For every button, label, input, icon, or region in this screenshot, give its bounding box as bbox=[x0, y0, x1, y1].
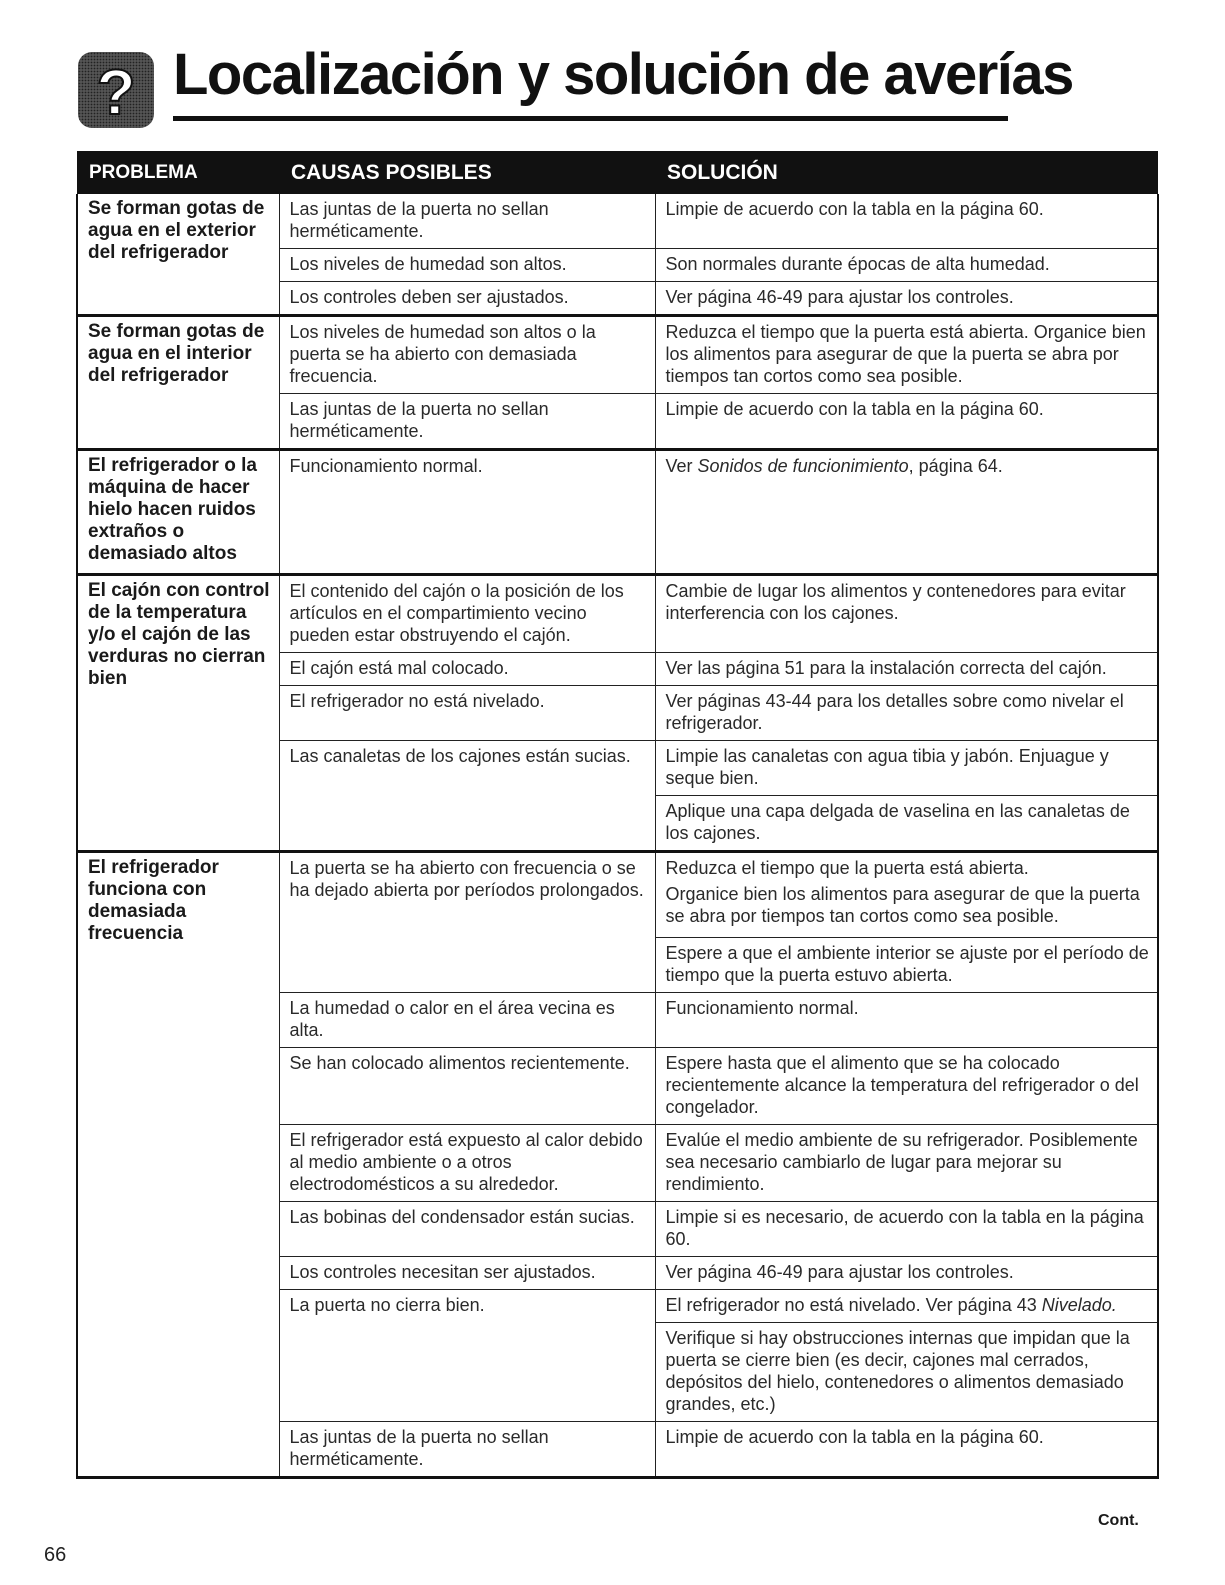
solution-cell: Limpie de acuerdo con la tabla en la página 60. bbox=[655, 194, 1158, 249]
solution-text: , página 64. bbox=[908, 456, 1003, 476]
table-header-row bbox=[77, 151, 1158, 194]
cause-cell: El refrigerador no está nivelado. bbox=[279, 686, 655, 741]
table-row bbox=[77, 450, 1158, 575]
solution-text: Organice bien los alimentos para asegurar de que la puerta se abra por tiempos tan cortos como sea posible. bbox=[665, 884, 1140, 926]
page-header bbox=[78, 42, 1073, 128]
solution-text: El refrigerador no está nivelado. Ver página 43 bbox=[665, 1295, 1042, 1315]
solution-text: Ver bbox=[665, 456, 698, 476]
page-number: 66 bbox=[44, 1544, 67, 1566]
solution-cell: Ver las página 51 para la instalación correcta del cajón. bbox=[655, 653, 1158, 686]
cause-cell: Las juntas de la puerta no sellan herméticamente. bbox=[279, 394, 655, 450]
solution-reference: Nivelado. bbox=[1041, 1295, 1117, 1315]
solution-cell: Ver página 46-49 para ajustar los controles. bbox=[655, 1257, 1158, 1290]
solution-cell bbox=[655, 852, 1158, 938]
continued-label: Cont. bbox=[1098, 1512, 1139, 1529]
solution-cell: Cambie de lugar los alimentos y contenedores para evitar interferencia con los cajones. bbox=[655, 575, 1158, 653]
problem-cell: El refrigerador o la máquina de hacer hielo hacen ruidos extraños o demasiado altos bbox=[77, 450, 279, 575]
solution-cell: Limpie de acuerdo con la tabla en la página 60. bbox=[655, 394, 1158, 450]
solution-cell: Limpie si es necesario, de acuerdo con la tabla en la página 60. bbox=[655, 1202, 1158, 1257]
cause-cell: Funcionamiento normal. bbox=[279, 450, 655, 575]
solution-text: Reduzca el tiempo que la puerta está abierta. bbox=[665, 858, 1029, 878]
cause-cell: El cajón está mal colocado. bbox=[279, 653, 655, 686]
cause-cell: Los niveles de humedad son altos. bbox=[279, 249, 655, 282]
problem-cell: El refrigerador funciona con demasiada frecuencia bbox=[77, 852, 279, 1478]
problem-cell: El cajón con control de la temperatura y/o el cajón de las verduras no cierran bien bbox=[77, 575, 279, 852]
cause-cell: La puerta no cierra bien. bbox=[279, 1290, 655, 1422]
solution-reference: Sonidos de funcionimiento bbox=[697, 456, 909, 476]
cause-cell: Las canaletas de los cajones están sucias. bbox=[279, 741, 655, 852]
solution-cell: Aplique una capa delgada de vaselina en las canaletas de los cajones. bbox=[655, 796, 1158, 852]
solution-cell: Limpie de acuerdo con la tabla en la página 60. bbox=[655, 1422, 1158, 1478]
title-underline bbox=[173, 116, 1008, 121]
solution-cell: Ver páginas 43-44 para los detalles sobre como nivelar el refrigerador. bbox=[655, 686, 1158, 741]
cause-cell: Las juntas de la puerta no sellan herméticamente. bbox=[279, 194, 655, 249]
solution-cell: Son normales durante épocas de alta humedad. bbox=[655, 249, 1158, 282]
page-title: Localización y solución de averías bbox=[173, 42, 1073, 107]
solution-cell: Limpie las canaletas con agua tibia y jabón. Enjuague y seque bien. bbox=[655, 741, 1158, 796]
problem-cell: Se forman gotas de agua en el interior del refrigerador bbox=[77, 316, 279, 450]
column-header-solucion: SOLUCIÓN bbox=[655, 151, 1158, 194]
solution-cell: Espere hasta que el alimento que se ha colocado recientemente alcance la temperatura del refrigerador o del congelador. bbox=[655, 1048, 1158, 1125]
table-row bbox=[77, 575, 1158, 653]
cause-cell: Las juntas de la puerta no sellan herméticamente. bbox=[279, 1422, 655, 1478]
table-row bbox=[77, 316, 1158, 394]
solution-cell: Evalúe el medio ambiente de su refrigerador. Posiblemente sea necesario cambiarlo de lugar para mejorar su rendimiento. bbox=[655, 1125, 1158, 1202]
problem-cell: Se forman gotas de agua en el exterior del refrigerador bbox=[77, 194, 279, 316]
cause-cell: Los niveles de humedad son altos o la puerta se ha abierto con demasiada frecuencia. bbox=[279, 316, 655, 394]
solution-cell: Reduzca el tiempo que la puerta está abierta. Organice bien los alimentos para asegurar de que la puerta se abra por tiempos tan cortos como sea posible. bbox=[655, 316, 1158, 394]
svg-text:?: ? bbox=[96, 56, 136, 128]
column-header-problema: PROBLEMA bbox=[77, 151, 279, 194]
solution-cell: Espere a que el ambiente interior se ajuste por el período de tiempo que la puerta estuvo abierta. bbox=[655, 938, 1158, 993]
cause-cell: La humedad o calor en el área vecina es alta. bbox=[279, 993, 655, 1048]
cause-cell: Se han colocado alimentos recientemente. bbox=[279, 1048, 655, 1125]
question-mark-icon bbox=[78, 52, 154, 128]
troubleshooting-table bbox=[76, 151, 1159, 1479]
cause-cell: Los controles deben ser ajustados. bbox=[279, 282, 655, 316]
cause-cell: Las bobinas del condensador están sucias. bbox=[279, 1202, 655, 1257]
cause-cell: El refrigerador está expuesto al calor debido al medio ambiente o a otros electrodomésticos a su alrededor. bbox=[279, 1125, 655, 1202]
solution-cell bbox=[655, 450, 1158, 575]
solution-cell: Funcionamiento normal. bbox=[655, 993, 1158, 1048]
cause-cell: Los controles necesitan ser ajustados. bbox=[279, 1257, 655, 1290]
solution-cell: Verifique si hay obstrucciones internas que impidan que la puerta se cierre bien (es decir, cajones mal cerrados, depósitos del hielo, contenedores o alimentos demasiado grandes, etc.) bbox=[655, 1323, 1158, 1422]
column-header-causas: CAUSAS POSIBLES bbox=[279, 151, 655, 194]
solution-cell bbox=[655, 1290, 1158, 1323]
solution-cell: Ver página 46-49 para ajustar los controles. bbox=[655, 282, 1158, 316]
table-row bbox=[77, 852, 1158, 938]
cause-cell: El contenido del cajón o la posición de los artículos en el compartimiento vecino pueden estar obstruyendo el cajón. bbox=[279, 575, 655, 653]
table-row bbox=[77, 194, 1158, 249]
cause-cell: La puerta se ha abierto con frecuencia o se ha dejado abierta por períodos prolongados. bbox=[279, 852, 655, 993]
